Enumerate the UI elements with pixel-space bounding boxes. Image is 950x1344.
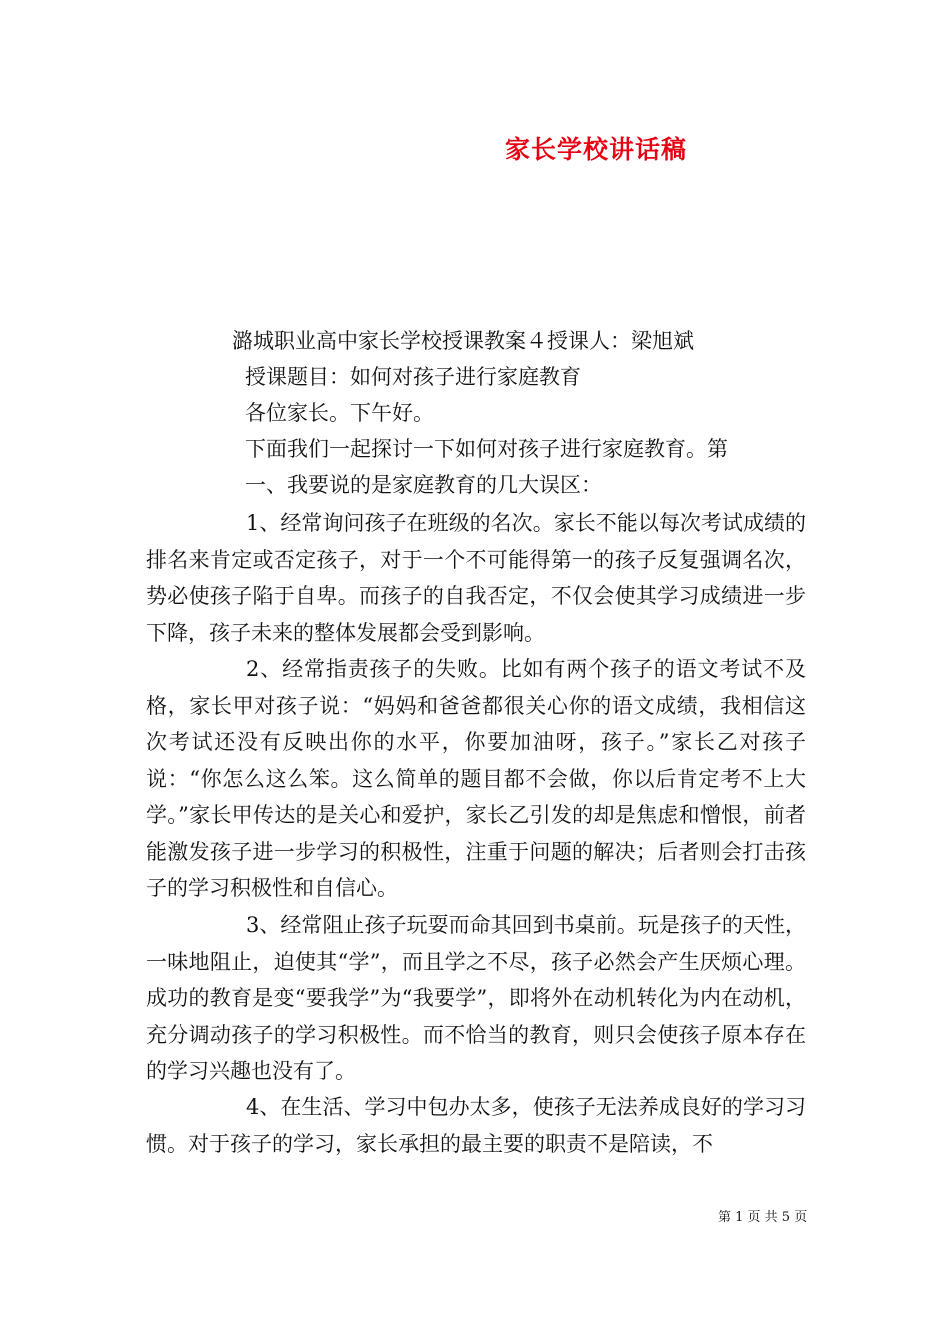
paragraph-3: 3、经常阻止孩子玩耍而命其回到书桌前。玩是孩子的天性，一味地阻止，迫使其“学”，而且学之不尽，孩子必然会产生厌烦心理。成功的教育是变“要我学”为“我要学”，即将外在动机转化为内在动机，充分调动孩子的学习积极性。而不恰当的教育，则只会使孩子原本存在的学习兴趣也没有了。 — [146, 913, 806, 1083]
paragraph-1: 1、经常询问孩子在班级的名次。家长不能以每次考试成绩的排名来肯定或否定孩子，对于一个不可能得第一的孩子反复强调名次，势必使孩子陷于自卑。而孩子的自我否定，不仅会使其学习成绩进一步下降，孩子未来的整体发展都会受到影响。 — [146, 511, 806, 645]
paragraph-2: 2、经常指责孩子的失败。比如有两个孩子的语文考试不及格，家长甲对孩子说：“妈妈和爸爸都很关心你的语文成绩，我相信这次考试还没有反映出你的水平，你要加油呀，孩子。”家长乙对孩子说：“你怎么这么笨。这么简单的题目都不会做，你以后肯定考不上大学。”家长甲传达的是关心和爱护，家长乙引发的却是焦虑和憎恨，前者能激发孩子进一步学习的积极性，注重于问题的解决；后者则会打击孩子的学习积极性和自信心。 — [146, 657, 806, 900]
page-footer: 第 1 页 共 5 页 — [718, 1210, 808, 1225]
topic-line: 授课题目：如何对孩子进行家庭教育 — [245, 365, 581, 389]
paragraph-4: 4、在生活、学习中包办太多，使孩子无法养成良好的学习习惯。对于孩子的学习，家长承担的最主要的职责不是陪读，不 — [146, 1095, 806, 1156]
greeting-line: 各位家长。下午好。 — [245, 401, 434, 425]
intro-line: 下面我们一起探讨一下如何对孩子进行家庭教育。第 — [245, 437, 728, 461]
document-title: 家长学校讲话稿 — [505, 135, 688, 164]
header-line: 潞城职业高中家长学校授课教案４授课人：梁旭斌 — [232, 329, 694, 353]
section-heading: 一、我要说的是家庭教育的几大误区： — [245, 473, 602, 497]
